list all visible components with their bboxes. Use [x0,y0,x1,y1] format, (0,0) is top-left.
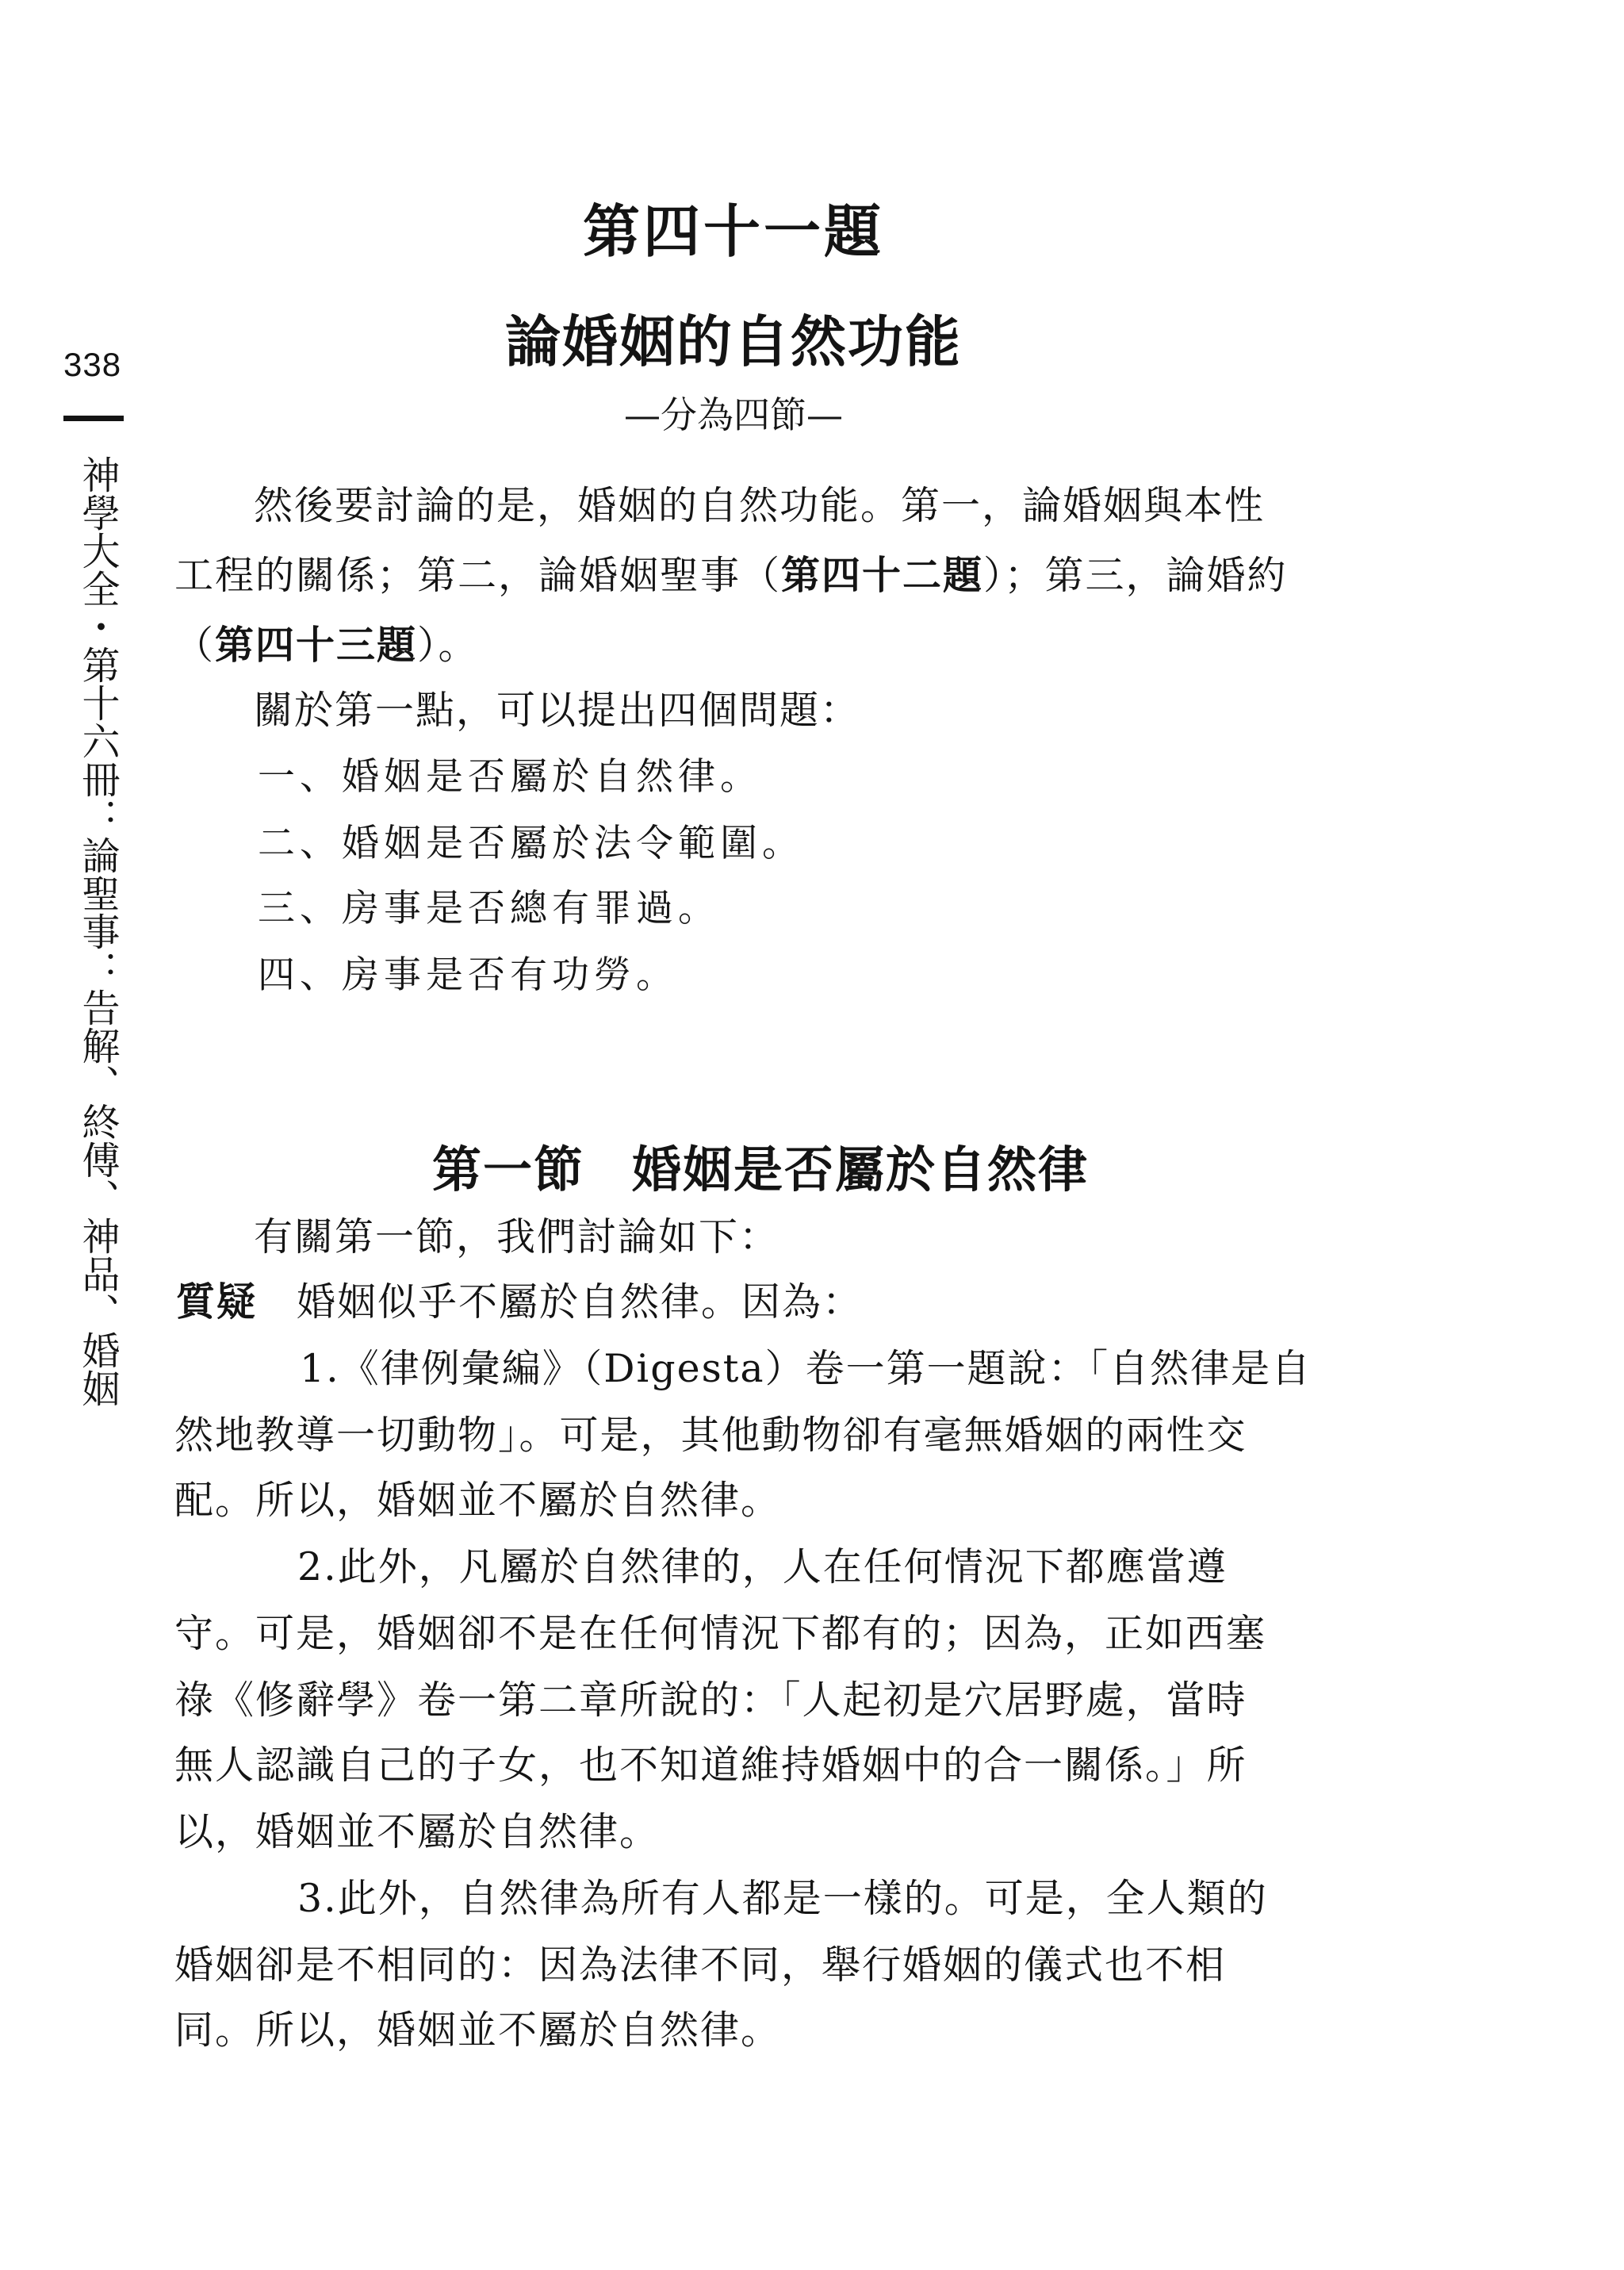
objection-3-line: 同。所以，婚姻並不屬於自然律。 [174,2007,782,2053]
question-title: 論婚姻的自然功能 [505,309,962,374]
article-number: 第一節 [432,1141,585,1198]
intro-line-1: 然後要討論的是，婚姻的自然功能。第一，論婚姻與本性 [254,483,1266,528]
objection-2-line: 祿《修辭學》卷一第二章所說的：「人起初是穴居野處，當時 [174,1678,1247,1723]
intro-line-2: 工程的關係；第二，論婚姻聖事（第四十二題）；第三，論婚約 [174,553,1288,598]
question-subtitle: —分為四節— [624,393,843,436]
objection-label: 質疑 [176,1279,258,1325]
running-title: 神學大全・第十六冊：論聖事：告解、終傅、神品、婚姻 [75,455,120,1407]
objection-1-line: 然地教導一切動物」。可是，其他動物卻有毫無婚姻的兩性交 [174,1413,1247,1458]
list-item: 一、婚姻是否屬於自然律。 [258,755,762,799]
objection-2-line: 守。可是，婚姻卻不是在任何情況下都有的；因為，正如西塞 [174,1611,1267,1656]
article-heading [432,1141,1090,1198]
question-43-ref: 第四十三題 [215,623,418,668]
article-intro: 有關第一節，我們討論如下： [254,1214,780,1260]
intro-line-3: （第四十三題）。 [174,623,479,668]
objection-text: 婚姻似乎不屬於自然律。因為： [297,1279,864,1325]
objection-3-line: 婚姻卻是不相同的：因為法律不同，舉行婚姻的儀式也不相 [174,1942,1227,1988]
article-title: 婚姻是否屬於自然律 [632,1141,1090,1198]
objection-1-line: 1.《律例彙編》（Digesta）卷一第一題說：「自然律是自 [300,1346,1312,1391]
list-item: 二、婚姻是否屬於法令範圍。 [258,822,804,865]
objection-line [176,1279,863,1326]
objection-2-line: 無人認識自己的子女，也不知道維持婚姻中的合一關係。」所 [174,1743,1247,1788]
page-number: 338 [63,346,122,383]
intro-line-4: 關於第一點，可以提出四個問題： [254,688,861,733]
objection-1-line: 配。所以，婚姻並不屬於自然律。 [174,1478,782,1523]
question-42-ref: 第四十二題 [781,553,984,598]
objection-2-line: 以，婚姻並不屬於自然律。 [174,1809,661,1854]
objection-2-line: 2.此外，凡屬於自然律的，人在任何情況下都應當遵 [297,1544,1228,1589]
list-item: 四、房事是否有功勞。 [258,953,678,997]
objection-3-line: 3.此外，自然律為所有人都是一樣的。可是，全人類的 [297,1876,1268,1921]
question-number: 第四十一題 [582,197,884,265]
list-item: 三、房事是否總有罪過。 [258,887,720,930]
